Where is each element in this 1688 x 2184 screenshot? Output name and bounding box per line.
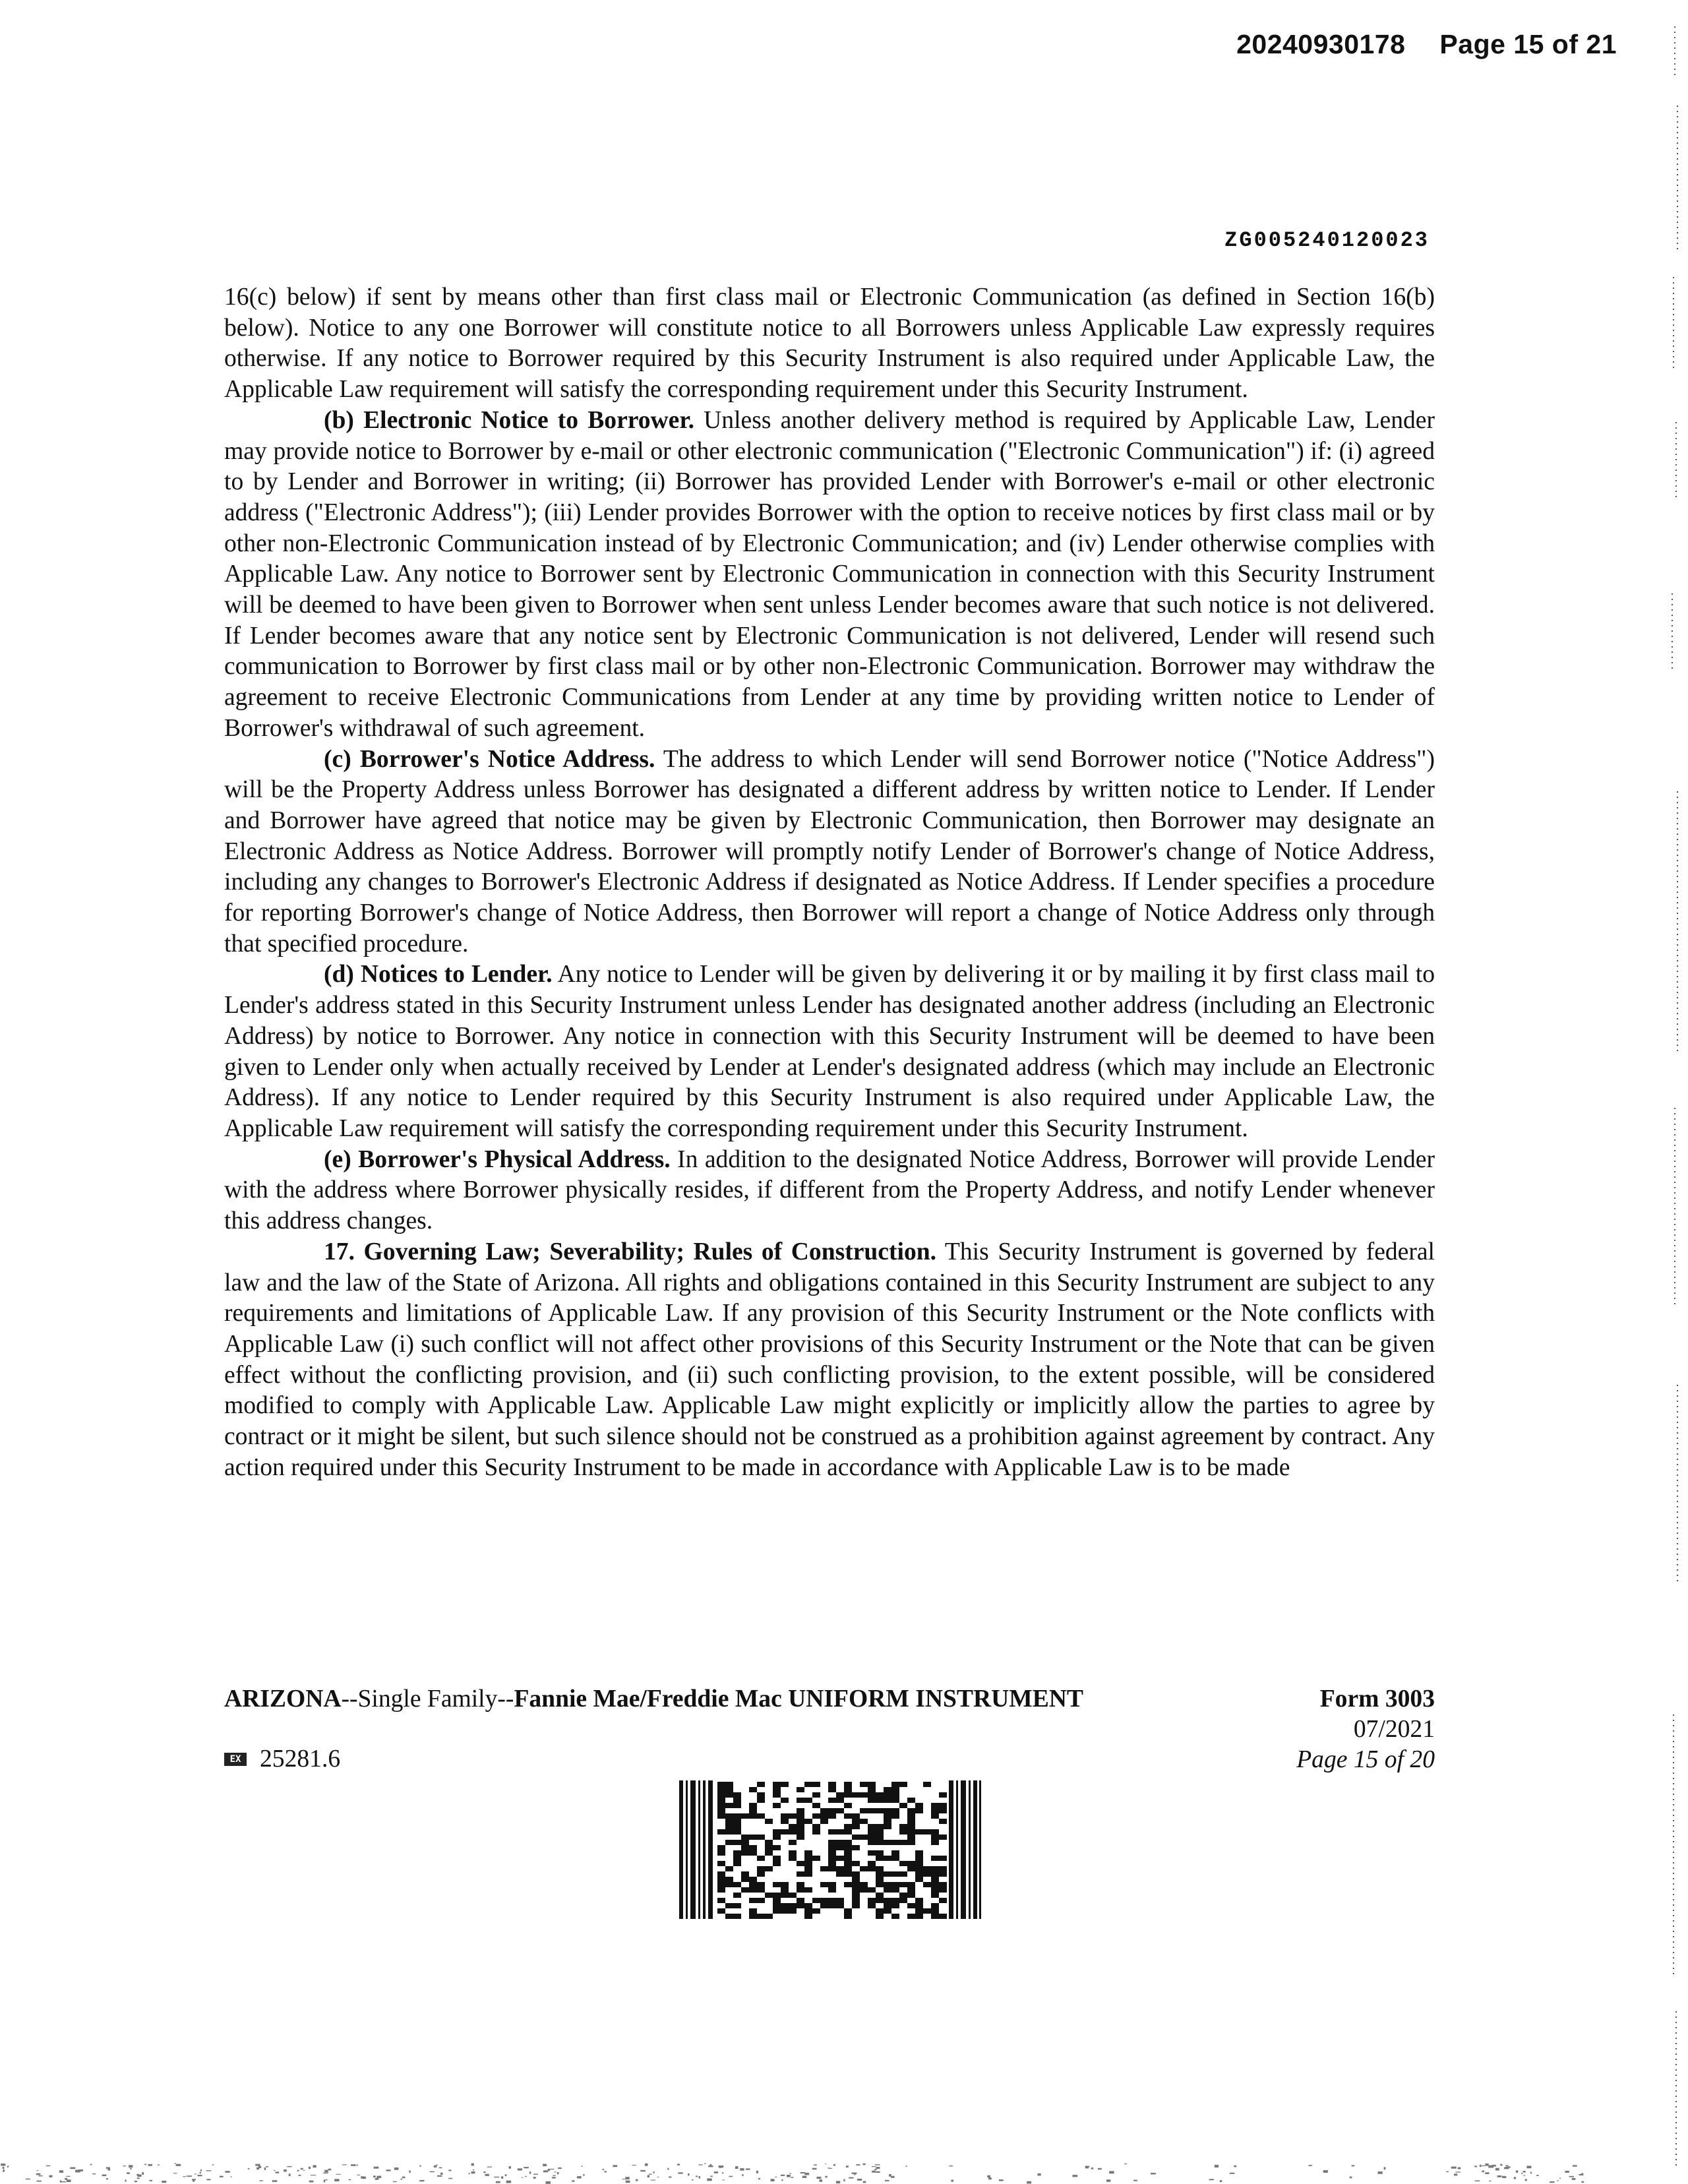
paragraph-text: Any notice to Lender will be given by delivering it or by mailing it by first class mail to Lender's address stated in this Security Instrument unless Lender has designated another address (including an Electronic Address) by notice to Borrower. Any notice in connection with this Security Instrument will be deemed to have been given to Lender only when actually received by Lender at Lender's designated address (which may include an Electronic Address). If any notice to Lender required by this Security Instrument is also required under Applicable Law, the Applicable Law requirement will satisfy the corresponding requirement under this Security Instrument. xyxy=(224,961,1435,1142)
form-number: Form 3003 xyxy=(1319,1685,1435,1713)
scan-edge-noise-icon xyxy=(1648,0,1688,2184)
document-body xyxy=(224,282,1435,1483)
recording-page-indicator: Page 15 of 21 xyxy=(1439,29,1617,59)
paragraph-text: Unless another delivery method is required by Applicable Law, Lender may provide notice to Borrower by e-mail or other electronic communication ("Electronic Communication") if: (i) agreed to by Lender and Borrower in writing; (ii) Borrower has provided Lender with Borrower's e-mail or other electronic address ("Electronic Address"); (iii) Lender provides Borrower with the option to receive notices by first class mail or by other non-Electronic Communication instead of by Electronic Communication; and (iv) Lender otherwise complies with Applicable Law. Any notice to Borrower sent by Electronic Communication in connection with this Security Instrument will be deemed to have been given to Borrower when sent unless Lender becomes aware that such notice is not delivered. If Lender becomes aware that any notice sent by Electronic Communication is not delivered, Lender will resend such communication to Borrower by first class mail or by other non-Electronic Communication. Borrower may withdraw the agreement to receive Electronic Communications from Lender at any time by providing written notice to Lender of Borrower's withdrawal of such agreement. xyxy=(224,406,1435,742)
doc-code xyxy=(224,1745,340,1773)
ellie-mae-icon: EX xyxy=(224,1753,247,1766)
footer-instrument-title xyxy=(224,1684,1435,1714)
paragraph-text: This Security Instrument is governed by federal law and the law of the State of Arizona. All rights and obligations contained in this Security Instrument are subject to any requirements and limitations of Applicable Law. If any provision of this Security Instrument or the Note conflicts with Applicable Law (i) such conflict will not affect other provisions of this Security Instrument or the Note that can be given effect without the conflicting provision, and (ii) such conflicting provision, to the extent possible, will be considered modified to comply with Applicable Law. Applicable Law might explicitly or implicitly allow the parties to agree by contract or it might be silent, but such silence should not be construed as a prohibition against agreement by contract. Any action required under this Security Instrument to be made in accordance with Applicable Law is to be made xyxy=(224,1238,1435,1481)
form-info xyxy=(1296,1684,1435,1775)
paragraph-heading: (b) Electronic Notice to Borrower. xyxy=(324,406,694,434)
paragraph-16b xyxy=(224,406,1435,744)
paragraph-heading: (e) Borrower's Physical Address. xyxy=(324,1145,671,1173)
paragraph-16d xyxy=(224,959,1435,1144)
paragraph-text: 16(c) below) if sent by means other than first class mail or Electronic Communication (as defined in Section 16(b) below). Notice to any one Borrower will constitute notice to all Borrowers unless Applicable Law expressly requires otherwise. If any notice to Borrower required by this Security Instrument is also required under Applicable Law, the Applicable Law requirement will satisfy the corresponding requirement under this Security Instrument. xyxy=(224,284,1435,404)
paragraph-heading: (d) Notices to Lender. xyxy=(324,961,553,988)
paragraph-heading: 17. Governing Law; Severability; Rules of Construction. xyxy=(324,1238,937,1265)
paragraph-17 xyxy=(224,1237,1435,1484)
recording-number: 20240930178 xyxy=(1236,29,1406,59)
paragraph-heading: (c) Borrower's Notice Address. xyxy=(324,745,655,773)
doc-code-number: 25281.6 xyxy=(260,1745,341,1773)
paragraph-text: In addition to the designated Notice Address, Borrower will provide Lender with the address where Borrower physically resides, if different from the Property Address, and notify Lender whenever this address changes. xyxy=(224,1145,1435,1235)
form-page: Page 15 of 20 xyxy=(1296,1746,1435,1773)
footer-type: --Single Family-- xyxy=(341,1685,514,1713)
paragraph-text: The address to which Lender will send Borrower notice ("Notice Address") will be the Property Address unless Borrower has designated a different address by written notice to Lender. If Lender and Borrower have agreed that notice may be given by Electronic Communication, then Borrower may designate an Electronic Address as Notice Address. Borrower will promptly notify Lender of Borrower's change of Notice Address, including any changes to Borrower's Electronic Address if designated as Notice Address. If Lender specifies a procedure for reporting Borrower's change of Notice Address, then Borrower will report a change of Notice Address only through that specified procedure. xyxy=(224,745,1435,957)
footer-instrument: Fannie Mae/Freddie Mac UNIFORM INSTRUMENT xyxy=(514,1685,1083,1713)
paragraph-continuation xyxy=(224,282,1435,406)
scan-bottom-noise-icon xyxy=(0,2158,1688,2184)
paragraph-16c xyxy=(224,744,1435,960)
paragraph-16e xyxy=(224,1145,1435,1237)
form-date: 07/2021 xyxy=(1353,1716,1435,1743)
loan-number: ZG005240120023 xyxy=(1224,228,1430,253)
footer-state: ARIZONA xyxy=(224,1685,342,1713)
barcode-2d-icon xyxy=(679,1780,982,1919)
recording-header xyxy=(1236,29,1617,60)
